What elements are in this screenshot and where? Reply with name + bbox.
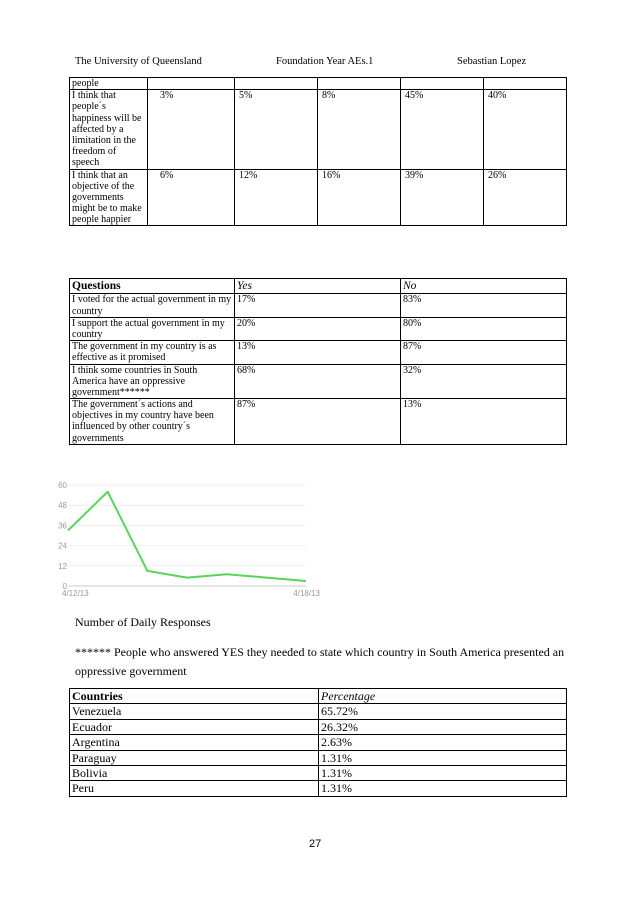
- table-cell: 39%: [401, 169, 484, 226]
- table-cell: 40%: [484, 90, 567, 169]
- country-cell: Ecuador: [70, 719, 319, 734]
- country-cell: Bolivia: [70, 765, 319, 780]
- country-cell: Paraguay: [70, 750, 319, 765]
- question-cell: I support the actual government in my country: [70, 317, 235, 340]
- no-cell: 13%: [401, 399, 567, 445]
- y-tick-label: 60: [58, 481, 67, 490]
- table-cell: [235, 78, 318, 90]
- table-cell: 5%: [235, 90, 318, 169]
- table-cell: people: [70, 78, 148, 90]
- table-cell: 26%: [484, 169, 567, 226]
- table-row: [70, 169, 567, 226]
- country-cell: Peru: [70, 781, 319, 796]
- table-cell: 45%: [401, 90, 484, 169]
- table-cell: I think that an objective of the governments might be to make people happier: [70, 169, 148, 226]
- y-tick-label: 0: [62, 582, 67, 591]
- question-cell: The government´s actions and objectives in my country have been influenced by other country´s governments: [70, 399, 235, 445]
- table-row: [70, 317, 567, 340]
- yes-cell: 68%: [235, 364, 401, 399]
- no-cell: 32%: [401, 364, 567, 399]
- percentage-cell: 1.31%: [319, 781, 567, 796]
- question-cell: I voted for the actual government in my country: [70, 294, 235, 317]
- table-cell: [484, 78, 567, 90]
- table-cell: 6%: [148, 169, 235, 226]
- x-tick-label: 4/12/13: [62, 589, 89, 598]
- daily-responses-chart: [60, 475, 330, 605]
- countries-table: [69, 688, 567, 797]
- table-row: [70, 341, 567, 364]
- footnote-note: ****** People who answered YES they needed to state which country in South America presented an oppressive government: [75, 645, 565, 678]
- table-row: [70, 750, 567, 765]
- table-cell: 12%: [235, 169, 318, 226]
- x-tick-label: 4/18/13: [293, 589, 320, 598]
- question-cell: I think some countries in South America have an oppressive government******: [70, 364, 235, 399]
- table-row: [70, 399, 567, 445]
- table-cell: [318, 78, 401, 90]
- country-cell: Venezuela: [70, 704, 319, 719]
- percentage-cell: 1.31%: [319, 765, 567, 780]
- table-row: [70, 781, 567, 796]
- page-number: 27: [309, 838, 322, 850]
- column-header-percentage: Percentage: [319, 689, 567, 704]
- table-row: [70, 719, 567, 734]
- header-author: Sebastian Lopez: [457, 56, 527, 67]
- column-header-questions: Questions: [70, 279, 235, 294]
- no-cell: 80%: [401, 317, 567, 340]
- column-header-no: No: [401, 279, 567, 294]
- table-cell: [401, 78, 484, 90]
- chart-caption: Number of Daily Responses: [75, 615, 211, 629]
- no-cell: 87%: [401, 341, 567, 364]
- likert-table: [69, 77, 567, 226]
- table-row: [70, 294, 567, 317]
- question-cell: The government in my country is as effective as it promised: [70, 341, 235, 364]
- no-cell: 83%: [401, 294, 567, 317]
- table-cell: 16%: [318, 169, 401, 226]
- country-cell: Argentina: [70, 735, 319, 750]
- column-header-countries: Countries: [70, 689, 319, 704]
- header-university: The University of Queensland: [75, 56, 202, 67]
- yes-cell: 20%: [235, 317, 401, 340]
- table-header-row: [70, 689, 567, 704]
- yes-no-table: [69, 278, 567, 445]
- table-row: [70, 364, 567, 399]
- y-tick-label: 24: [58, 541, 67, 551]
- table-cell: 3%: [148, 90, 235, 169]
- table-row: [70, 90, 567, 169]
- column-header-yes: Yes: [235, 279, 401, 294]
- table-row: [70, 78, 567, 90]
- percentage-cell: 26.32%: [319, 719, 567, 734]
- percentage-cell: 1.31%: [319, 750, 567, 765]
- table-row: [70, 765, 567, 780]
- y-tick-label: 48: [58, 501, 67, 511]
- percentage-cell: 2.63%: [319, 735, 567, 750]
- table-cell: [148, 78, 235, 90]
- table-header-row: [70, 279, 567, 294]
- percentage-cell: 65.72%: [319, 704, 567, 719]
- table-cell: 8%: [318, 90, 401, 169]
- table-row: [70, 704, 567, 719]
- y-tick-label: 36: [58, 521, 67, 531]
- yes-cell: 87%: [235, 399, 401, 445]
- table-cell: I think that people´s happiness will be affected by a limitation in the freedom of speech: [70, 90, 148, 169]
- y-tick-label: 12: [58, 561, 67, 571]
- table-row: [70, 735, 567, 750]
- header-course: Foundation Year AEs.1: [276, 56, 374, 67]
- yes-cell: 17%: [235, 294, 401, 317]
- yes-cell: 13%: [235, 341, 401, 364]
